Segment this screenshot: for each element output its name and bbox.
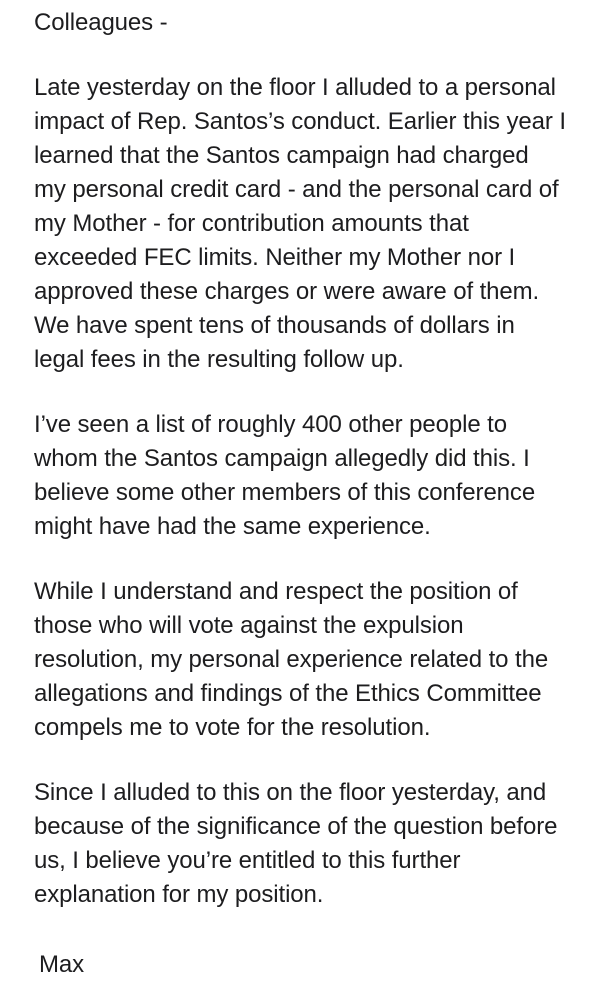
text-line: explanation for my position. [34,881,324,908]
text-line: those who will vote against the expulsion [34,612,464,639]
text-line: us, I believe you’re entitled to this further [34,847,461,874]
text-line: legal fees in the resulting follow up. [34,346,404,373]
text-line: allegations and findings of the Ethics Committee [34,680,542,707]
text-line: While I understand and respect the position of [34,578,518,605]
text-line: We have spent tens of thousands of dollars in [34,312,515,339]
letter-greeting: Colleagues - [34,9,168,36]
text-line: approved these charges or were aware of them. [34,278,540,305]
text-line: resolution, my personal experience related to the [34,646,549,673]
text-line: my personal credit card - and the personal card of [34,176,559,203]
paragraph-3 [34,575,576,745]
text-line: whom the Santos campaign allegedly did this. I [34,445,530,472]
text-line: exceeded FEC limits. Neither my Mother nor I [34,244,516,271]
letter-signature: Max [39,951,85,978]
text-line: I’ve seen a list of roughly 400 other people to [34,411,507,438]
text-line: compels me to vote for the resolution. [34,714,431,741]
text-line: Since I alluded to this on the floor yesterday, and [34,779,547,806]
text-line: might have had the same experience. [34,513,431,540]
text-line: my Mother - for contribution amounts that [34,210,469,237]
text-line: believe some other members of this conference [34,479,536,506]
paragraph-1 [34,71,576,377]
text-line: impact of Rep. Santos’s conduct. Earlier this year I [34,108,566,135]
text-line: Late yesterday on the floor I alluded to a personal [34,74,556,101]
text-line: because of the significance of the question before [34,813,558,840]
paragraph-4 [34,776,576,912]
text-line: learned that the Santos campaign had charged [34,142,529,169]
paragraph-2 [34,408,576,544]
